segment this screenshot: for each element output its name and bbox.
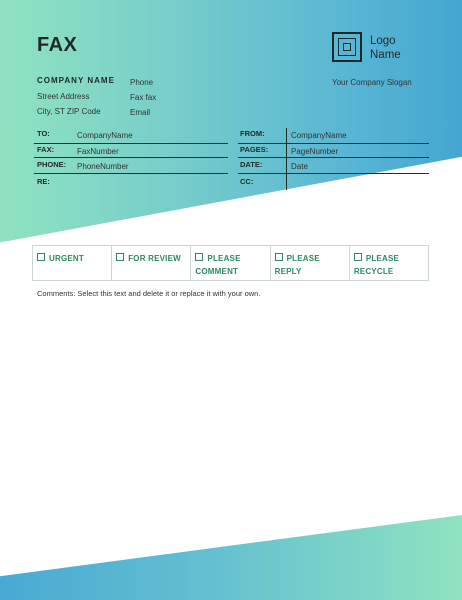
divider — [238, 173, 429, 174]
checkbox-label: URGENT — [49, 254, 84, 263]
checkbox-icon[interactable] — [195, 253, 203, 261]
to-label: TO: — [37, 129, 50, 138]
checkbox-please-comment[interactable] — [190, 246, 269, 280]
date-value[interactable]: Date — [291, 162, 308, 171]
fax-value[interactable]: FaxNumber — [77, 147, 119, 156]
checkbox-label: PLEASE — [207, 254, 241, 263]
phone-value[interactable]: PhoneNumber — [77, 162, 129, 171]
checkbox-label: FOR REVIEW — [128, 254, 181, 263]
divider — [238, 143, 429, 144]
checkbox-label: PLEASE — [286, 254, 320, 263]
checkbox-icon[interactable] — [354, 253, 362, 261]
divider — [34, 143, 228, 144]
from-label: FROM: — [240, 129, 265, 138]
logo-maze-icon — [332, 32, 362, 62]
checkbox-label-line2: REPLY — [274, 267, 302, 276]
checkbox-urgent[interactable] — [33, 246, 111, 280]
phone-label: PHONE: — [37, 160, 67, 169]
company-slogan: Your Company Slogan — [332, 78, 412, 87]
column-divider — [286, 128, 287, 190]
sender-fax: Fax fax — [130, 93, 157, 102]
fax-label: FAX: — [37, 145, 55, 154]
sender-email: Email — [130, 108, 151, 117]
checkbox-label-line2: COMMENT — [195, 267, 239, 276]
to-value[interactable]: CompanyName — [77, 131, 133, 140]
checkbox-please-reply[interactable] — [270, 246, 349, 280]
checkbox-please-recycle[interactable] — [349, 246, 428, 280]
date-label: DATE: — [240, 160, 263, 169]
divider — [34, 173, 228, 174]
fax-status-checkboxes — [32, 245, 429, 281]
fax-title: FAX — [37, 34, 78, 56]
sender-phone: Phone — [130, 78, 154, 87]
from-value[interactable]: CompanyName — [291, 131, 347, 140]
checkbox-icon[interactable] — [275, 253, 283, 261]
pages-value[interactable]: PageNumber — [291, 147, 339, 156]
comments-text[interactable]: Comments: Select this text and delete it or replace it with your own. — [37, 289, 261, 298]
checkbox-for-review[interactable] — [111, 246, 190, 280]
street-address: Street Address — [37, 92, 90, 101]
pages-label: PAGES: — [240, 145, 269, 154]
divider — [238, 157, 429, 158]
checkbox-label-line2: RECYCLE — [353, 267, 394, 276]
checkbox-label: PLEASE — [365, 254, 400, 263]
logo-name — [370, 34, 401, 62]
company-name: COMPANY NAME — [37, 76, 115, 85]
city-state-zip: City, ST ZIP Code — [37, 107, 101, 116]
re-label: RE: — [37, 177, 50, 186]
bottom-gradient-banner — [0, 515, 462, 600]
logo-line-2: Name — [370, 49, 401, 61]
logo-line-1: Logo — [370, 35, 396, 47]
divider — [34, 157, 228, 158]
cc-label: CC: — [240, 177, 254, 186]
checkbox-icon[interactable] — [116, 253, 124, 261]
checkbox-icon[interactable] — [37, 253, 45, 261]
